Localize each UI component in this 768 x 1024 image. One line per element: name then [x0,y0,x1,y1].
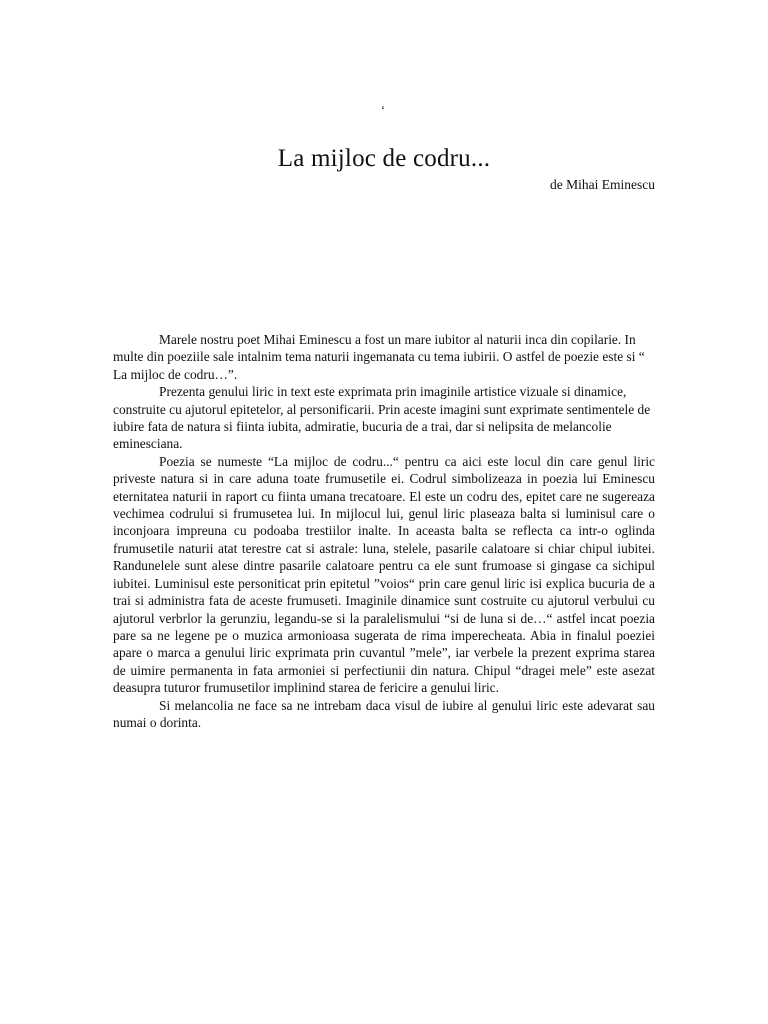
paragraph: Si melancolia ne face sa ne intrebam daca visul de iubire al genului liric este adevarat sau numai o dorinta. [113,697,655,730]
paragraph: Prezenta genului liric in text este exprimata prin imaginile artistice vizuale si dinamice, construite cu ajutorul epitetelor, al personificarii. Prin aceste imagini sunt exprimate sentimentele de iubire fata de natura si fiinta iubita, admiratie, bucuria de a trai, dar si nelipsita de melancolie eminesciana. [113,384,651,452]
paragraph: Poezia se numeste “La mijloc de codru...“ pentru ca aici este locul din care genul liric priveste natura si in care aduna toate frumusetile ei. Codrul simbolizeaza in poezia lui Eminescu eternitatea naturii in raport cu fiinta umana trecatoare. El este un codru des, epitet care ne sugereaza vechimea codrului si frumusetea lui. In mijlocul lui, genul liric plaseaza balta si luminisul care o inconjoara impreuna cu podoaba trestiilor inalte. In aceasta balta se reflecta ca intr-o oglinda frumusetile naturii atat terestre cat si astrale: luna, stelele, pasarile calatoare si chiar chipul iubitei. Randunelele sunt alese dintre pasarile calatoare pentru ca ele sunt frumoase si gingase ca sichipul iubitei. Luminisul este personiticat prin epitetul ”voios“ prin care genul liric isi explica bucuria de a trai si administra fata de aceste frumuseti. Imaginile dinamice sunt costruite cu ajutorul verbului cu ajutorul verbrlor la gerunziu, legandu-se si la paralelismului “si de luna si de…“ astfel incat poezia pare sa ne legene pe o muzica armonioasa sugerata de rima imperecheata. Abia in finalul poeziei apare o marca a genului liric exprimata prin cuvantul ”mele”, iar verbele la prezent exprima starea de uimire permanenta in fata armoniei si perfectiunii din natura. Chipul “dragei mele” este asezat deasupra tuturor frumusetilor implinind starea de fericire a genului liric. [113,453,655,696]
page-title: La mijloc de codru... [277,145,491,172]
paragraph: Marele nostru poet Mihai Eminescu a fost un mare iubitor al naturii inca din copilarie. In multe din poeziile sale intalnim tema naturii ingemanata cu tema iubirii. O astfel de poezie este si “ La mijloc de codru…”. [113,332,645,382]
body-text [113,331,655,731]
author-line: de Mihai Eminescu [550,177,655,192]
top-mark: ‘ [381,103,385,117]
